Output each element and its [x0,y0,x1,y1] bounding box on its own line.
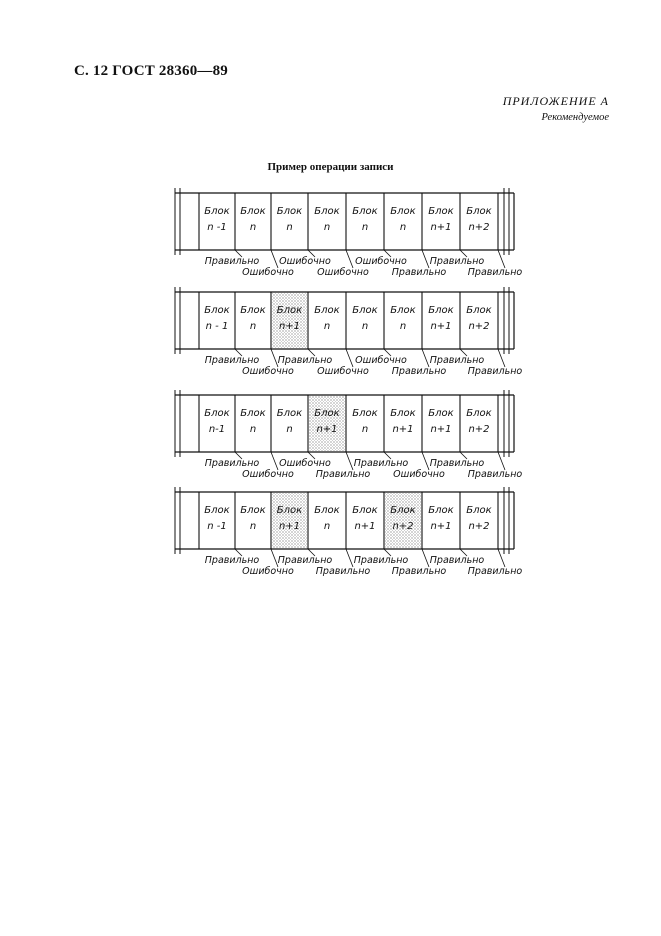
block-number: n+2 [468,521,490,532]
block-number: n+1 [316,424,338,435]
write-status-label: Ошибочно [317,366,369,377]
block-label: Блок [428,206,454,217]
write-status-label: Правильно [277,355,333,366]
block-label: Блок [240,206,266,217]
block-label: Блок [466,206,492,217]
block-number: n [361,321,369,332]
write-status-label: Правильно [429,355,485,366]
block-label: Блок [466,305,492,316]
block-label: Блок [314,408,340,419]
block-number: n [399,321,407,332]
block-number: n [361,424,369,435]
block-label: Блок [352,305,378,316]
block-label: Блок [390,305,416,316]
write-status-label: Правильно [391,566,447,577]
write-status-label: Правильно [315,566,371,577]
block-number: n [361,222,369,233]
block-number: n+1 [430,222,452,233]
block-number: n [249,222,257,233]
block-label: Блок [276,505,303,516]
write-status-label: Ошибочно [317,267,369,278]
status-leader-line [346,452,353,470]
write-status-label: Правильно [204,555,260,566]
write-status-label: Правильно [353,458,409,469]
write-status-label: Ошибочно [242,366,294,377]
block-number: n [249,424,257,435]
block-number: n [399,222,407,233]
block-label: Блок [352,206,378,217]
block-label: Блок [204,305,230,316]
block-number: n+2 [468,321,490,332]
write-status-label: Ошибочно [355,355,407,366]
block-number: n [323,521,331,532]
appendix-subtitle: Рекомендуемое [541,112,609,123]
block-label: Блок [466,505,492,516]
write-status-label: Ошибочно [242,469,294,480]
block-number: n [249,321,257,332]
status-leader-line [271,250,278,268]
status-leader-line [422,452,429,470]
block-number: n+2 [392,521,414,532]
write-status-label: Правильно [204,355,260,366]
status-leader-line [422,549,429,567]
block-label: Блок [428,408,454,419]
write-status-label: Ошибочно [242,566,294,577]
write-status-label: Правильно [204,458,260,469]
write-status-label: Правильно [467,366,523,377]
status-leader-line [346,349,353,367]
block-number: n+1 [430,321,452,332]
block-number: n [286,424,293,435]
write-status-label: Правильно [467,469,523,480]
tape-strip [175,287,522,377]
status-leader-line [271,452,278,470]
write-status-label: Правильно [315,469,371,480]
block-label: Блок [240,305,266,316]
block-label: Блок [428,305,454,316]
block-label: Блок [204,408,230,419]
block-label: Блок [390,206,416,217]
block-number: n+1 [278,521,301,532]
write-status-label: Правильно [429,458,485,469]
block-number: n [323,222,331,233]
write-status-label: Правильно [467,566,523,577]
block-label: Блок [352,505,378,516]
write-status-label: Правильно [353,555,409,566]
block-label: Блок [204,505,230,516]
block-label: Блок [204,206,230,217]
tape-strip [175,487,522,577]
page-header: С. 12 ГОСТ 28360—89 [74,63,228,79]
write-status-label: Правильно [391,267,447,278]
block-label: Блок [352,408,378,419]
block-number: n - 1 [205,321,229,332]
block-label: Блок [276,408,303,419]
block-number: n+2 [468,222,490,233]
write-status-label: Правильно [467,267,523,278]
block-number: n [323,321,331,332]
write-status-label: Ошибочно [355,256,407,267]
block-label: Блок [390,408,416,419]
write-status-label: Правильно [429,256,485,267]
write-status-label: Правильно [391,366,447,377]
block-number: n [249,521,257,532]
write-status-label: Ошибочно [279,256,331,267]
status-leader-line [346,250,353,268]
status-leader-line [422,349,429,367]
tape-strip [175,390,522,480]
block-label: Блок [240,505,266,516]
write-status-label: Правильно [429,555,485,566]
block-label: Блок [428,505,454,516]
block-number: n [286,222,293,233]
block-label: Блок [314,505,340,516]
block-number: n -1 [207,521,227,532]
tape-strip [175,188,522,278]
block-number: n+1 [392,424,414,435]
block-label: Блок [314,206,340,217]
status-leader-line [346,549,353,567]
block-number: n+1 [278,321,301,332]
block-number: n+1 [354,521,376,532]
block-label: Блок [276,305,303,316]
block-label: Блок [314,305,340,316]
block-number: n+1 [430,521,452,532]
appendix-title: ПРИЛОЖЕНИЕ А [502,94,609,108]
status-leader-line [422,250,429,268]
block-label: Блок [466,408,492,419]
write-status-label: Ошибочно [279,458,331,469]
block-label: Блок [390,505,416,516]
write-status-label: Ошибочно [242,267,294,278]
block-label: Блок [276,206,303,217]
block-label: Блок [240,408,266,419]
write-status-label: Ошибочно [393,469,445,480]
block-number: n+2 [468,424,490,435]
write-status-label: Правильно [277,555,333,566]
block-number: n+1 [430,424,452,435]
figure-title: Пример операции записи [267,161,394,173]
write-status-label: Правильно [204,256,260,267]
block-number: n-1 [208,424,226,435]
block-number: n -1 [207,222,227,233]
